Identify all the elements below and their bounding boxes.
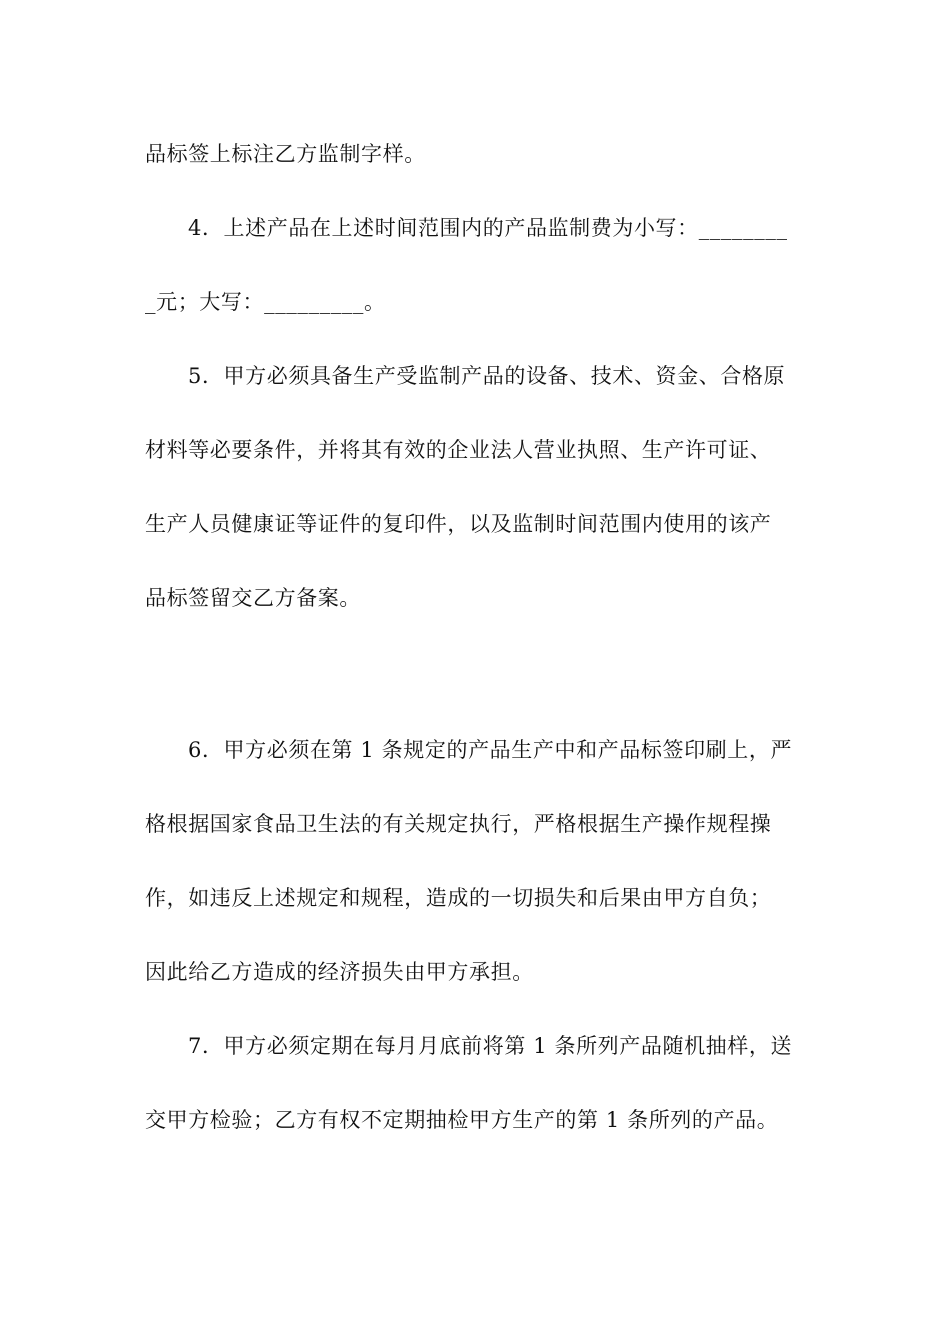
text-line: 6．甲方必须在第 1 条规定的产品生产中和产品标签印刷上，严 [188,738,793,762]
text-line: 4．上述产品在上述时间范围内的产品监制费为小写：________ [188,216,788,240]
text-line: 5．甲方必须具备生产受监制产品的设备、技术、资金、合格原 [188,364,786,388]
text-line: 7．甲方必须定期在每月月底前将第 1 条所列产品随机抽样，送 [188,1034,793,1058]
text-line: 生产人员健康证等证件的复印件，以及监制时间范围内使用的该产 [145,512,772,536]
text-line: 格根据国家食品卫生法的有关规定执行，严格根据生产操作规程操 [145,812,772,836]
text-line: 材料等必要条件，并将其有效的企业法人营业执照、生产许可证、 [145,438,772,462]
text-line: 品标签上标注乙方监制字样。 [145,142,426,166]
text-line: 品标签留交乙方备案。 [145,586,361,610]
text-line: 因此给乙方造成的经济损失由甲方承担。 [145,960,534,984]
text-line: 作，如违反上述规定和规程，造成的一切损失和后果由甲方自负； [145,886,772,910]
text-line: 交甲方检验；乙方有权不定期抽检甲方生产的第 1 条所列的产品。 [145,1108,779,1132]
text-line: _元；大写：_________。 [145,290,386,314]
